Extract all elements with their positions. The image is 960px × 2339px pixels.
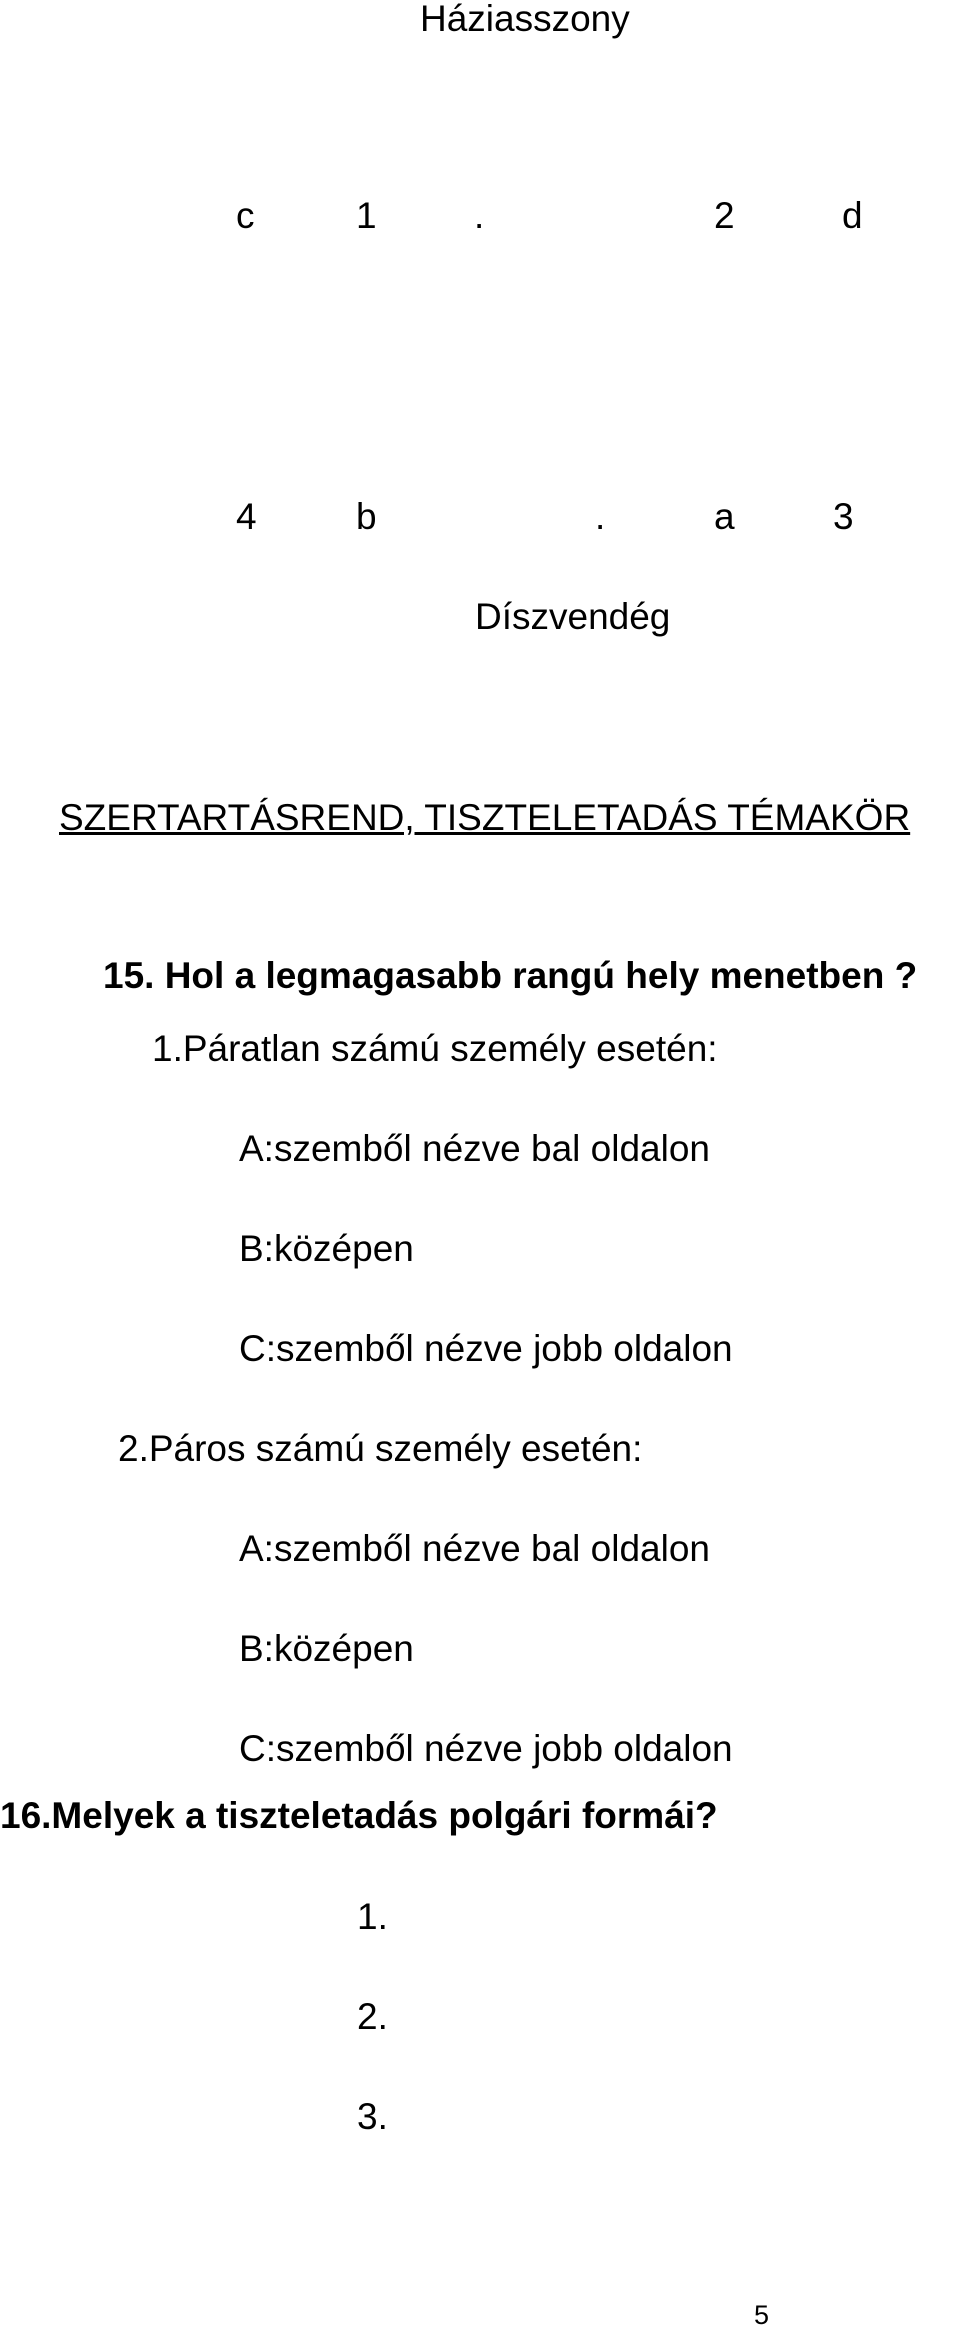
- even-option-c: C:szemből nézve jobb oldalon: [239, 1728, 733, 1769]
- seat-a: a: [714, 496, 735, 537]
- even-option-a: A:szemből nézve bal oldalon: [239, 1528, 711, 1569]
- hostess-label: Háziasszony: [420, 0, 630, 39]
- seat-1: 1: [356, 195, 377, 236]
- seat-2: 2: [714, 195, 735, 236]
- section-title: SZERTARTÁSREND, TISZTELETADÁS TÉMAKÖR: [59, 797, 911, 838]
- odd-option-b: B:középen: [239, 1228, 414, 1269]
- even-count-label: 2.Páros számú személy esetén:: [118, 1428, 643, 1469]
- even-option-b: B:középen: [239, 1628, 414, 1669]
- seat-4: 4: [236, 496, 257, 537]
- answer-2: 2.: [357, 1996, 388, 2037]
- question-15-title: 15. Hol a legmagasabb rangú hely menetben ?: [103, 955, 918, 996]
- seat-dot: .: [474, 195, 485, 236]
- seat-d: d: [842, 195, 863, 236]
- answer-1: 1.: [357, 1896, 388, 1937]
- seat-3: 3: [833, 496, 854, 537]
- guest-label: Díszvendég: [475, 596, 671, 637]
- question-16-title: 16.Melyek a tiszteletadás polgári formái?: [0, 1795, 718, 1836]
- seat-dot-2: .: [595, 496, 606, 537]
- seat-c: c: [236, 195, 255, 236]
- answer-3: 3.: [357, 2096, 388, 2137]
- seat-b: b: [356, 496, 377, 537]
- odd-count-label: 1.Páratlan számú személy esetén:: [152, 1028, 718, 1069]
- odd-option-a: A:szemből nézve bal oldalon: [239, 1128, 711, 1169]
- odd-option-c: C:szemből nézve jobb oldalon: [239, 1328, 733, 1369]
- page-number: 5: [754, 2300, 770, 2330]
